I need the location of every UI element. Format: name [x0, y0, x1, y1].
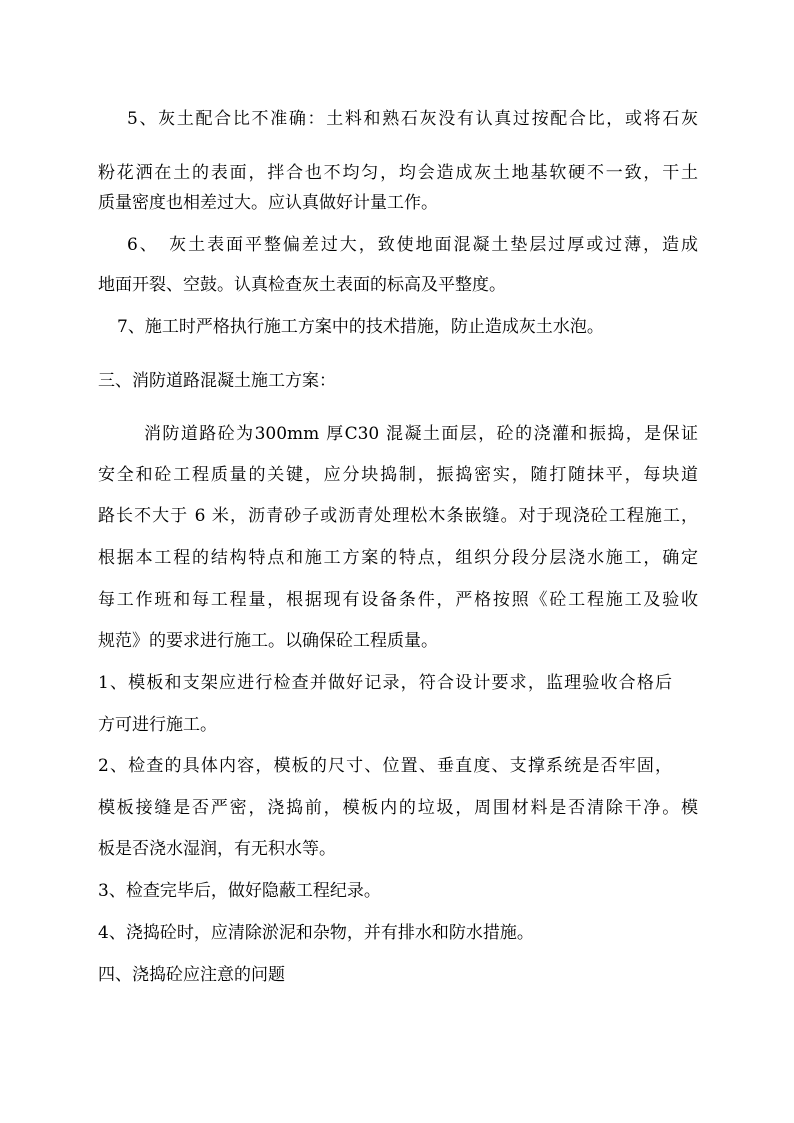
step-2-line-3: 板是否浇水湿润，有无积水等。: [98, 839, 336, 859]
step-2-line-1: 2、检查的具体内容，模板的尺寸、位置、垂直度、支撑系统是否牢固，: [98, 756, 672, 776]
section-3-para-line-5: 每工作班和每工程量，根据现有设备条件，严格按照《砼工程施工及验收: [98, 590, 698, 610]
item-5-line-3: 质量密度也相差过大。应认真做好计量工作。: [98, 193, 438, 213]
step-2-line-2: 模板接缝是否严密，浇捣前，模板内的垃圾，周围材料是否清除干净。模: [98, 798, 698, 818]
step-4-line-1: 4、浇捣砼时，应清除淤泥和杂物，并有排水和防水措施。: [98, 923, 534, 943]
item-7-line-1: 7、施工时严格执行施工方案中的技术措施，防止造成灰土水泡。: [117, 317, 604, 337]
section-3-para-line-6: 规范》的要求进行施工。以确保砼工程质量。: [98, 631, 438, 651]
item-6-line-1: 6、 灰土表面平整偏差过大，致使地面混凝土垫层过厚或过薄，造成: [127, 235, 698, 255]
step-1-line-2: 方可进行施工。: [98, 715, 217, 735]
section-4-heading: 四、浇捣砼应注意的问题: [98, 965, 285, 985]
item-5-line-1: 5、灰土配合比不准确：土料和熟石灰没有认真过按配合比，或将石灰: [127, 109, 698, 129]
section-3-heading: 三、消防道路混凝土施工方案：: [98, 371, 336, 391]
section-3-para-line-4: 根据本工程的结构特点和施工方案的特点，组织分段分层浇水施工，确定: [98, 548, 698, 568]
step-1-line-1: 1、模板和支架应进行检查并做好记录，符合设计要求，监理验收合格后: [98, 673, 672, 693]
step-3-line-1: 3、检查完毕后，做好隐蔽工程纪录。: [98, 881, 381, 901]
section-3-para-line-1: 消防道路砼为300mm 厚C30 混凝土面层，砼的浇灌和振捣，是保证: [144, 424, 698, 444]
section-3-para-line-3: 路长不大于 6 米，沥青砂子或沥青处理松木条嵌缝。对于现浇砼工程施工，: [98, 506, 698, 526]
section-3-para-line-2: 安全和砼工程质量的关键，应分块捣制，振捣密实，随打随抹平，每块道: [98, 465, 698, 485]
item-6-line-2: 地面开裂、空鼓。认真检查灰土表面的标高及平整度。: [98, 275, 506, 295]
item-5-line-2: 粉花洒在土的表面，拌合也不均匀，均会造成灰土地基软硬不一致，干土: [98, 163, 698, 183]
